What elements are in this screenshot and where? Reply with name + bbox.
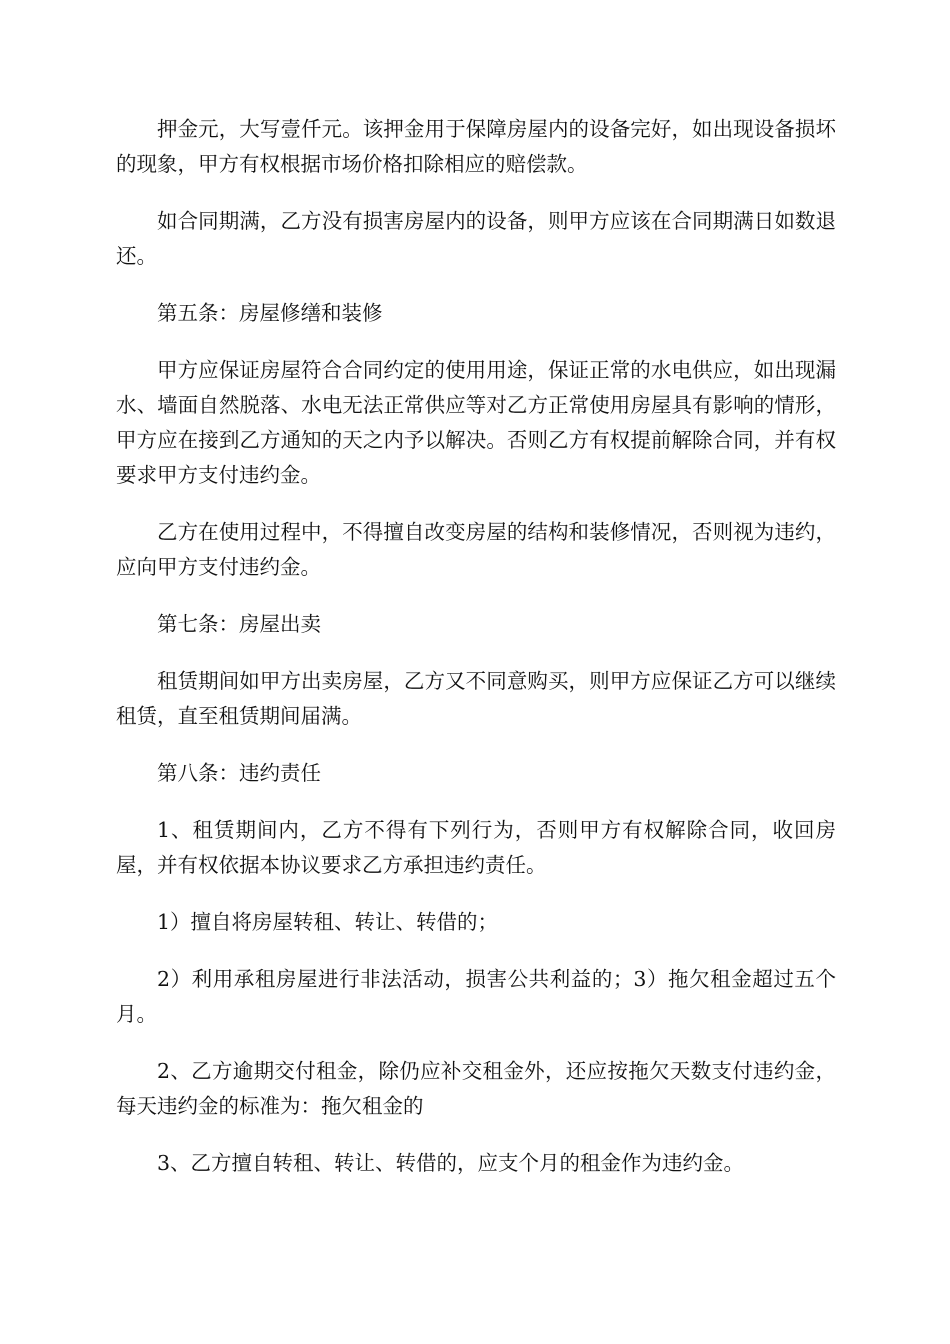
article-7-heading: 第七条：房屋出卖: [157, 612, 321, 636]
paragraph-house-sale: 租赁期间如甲方出卖房屋，乙方又不同意购买，则甲方应保证乙方可以继续租赁，直至租赁期间届满。: [116, 669, 836, 728]
paragraph-breach-clause-3: 3、乙方擅自转租、转让、转借的，应支个月的租金作为违约金。: [157, 1151, 745, 1175]
paragraph-no-alteration: 乙方在使用过程中，不得擅自改变房屋的结构和装修情况，否则视为违约，应向甲方支付违约金。: [116, 520, 836, 579]
paragraph-breach-clause-2: 2、乙方逾期交付租金，除仍应补交租金外，还应按拖欠天数支付违约金，每天违约金的标准为：拖欠租金的: [116, 1059, 836, 1118]
paragraph-deposit: 押金元，大写壹仟元。该押金用于保障房屋内的设备完好，如出现设备损坏的现象，甲方有权根据市场价格扣除相应的赔偿款。: [116, 117, 836, 176]
article-5-heading: 第五条：房屋修缮和装修: [157, 301, 383, 325]
article-8-heading: 第八条：违约责任: [157, 761, 321, 785]
document-body: [116, 112, 836, 1203]
paragraph-repair-obligation: 甲方应保证房屋符合合同约定的使用用途，保证正常的水电供应，如出现漏水、墙面自然脱落、水电无法正常供应等对乙方正常使用房屋具有影响的情形，甲方应在接到乙方通知的天之内予以解决。否则乙方有权提前解除合同，并有权要求甲方支付违约金。: [116, 358, 836, 487]
paragraph-breach-clause-1: 1、租赁期间内，乙方不得有下列行为，否则甲方有权解除合同，收回房屋，并有权依据本协议要求乙方承担违约责任。: [116, 818, 836, 877]
paragraph-breach-item-1: 1）擅自将房屋转租、转让、转借的；: [157, 910, 499, 934]
paragraph-breach-item-2-3: 2）利用承租房屋进行非法活动，损害公共利益的；3）拖欠租金超过五个月。: [116, 967, 836, 1026]
paragraph-deposit-refund: 如合同期满，乙方没有损害房屋内的设备，则甲方应该在合同期满日如数退还。: [116, 209, 836, 268]
